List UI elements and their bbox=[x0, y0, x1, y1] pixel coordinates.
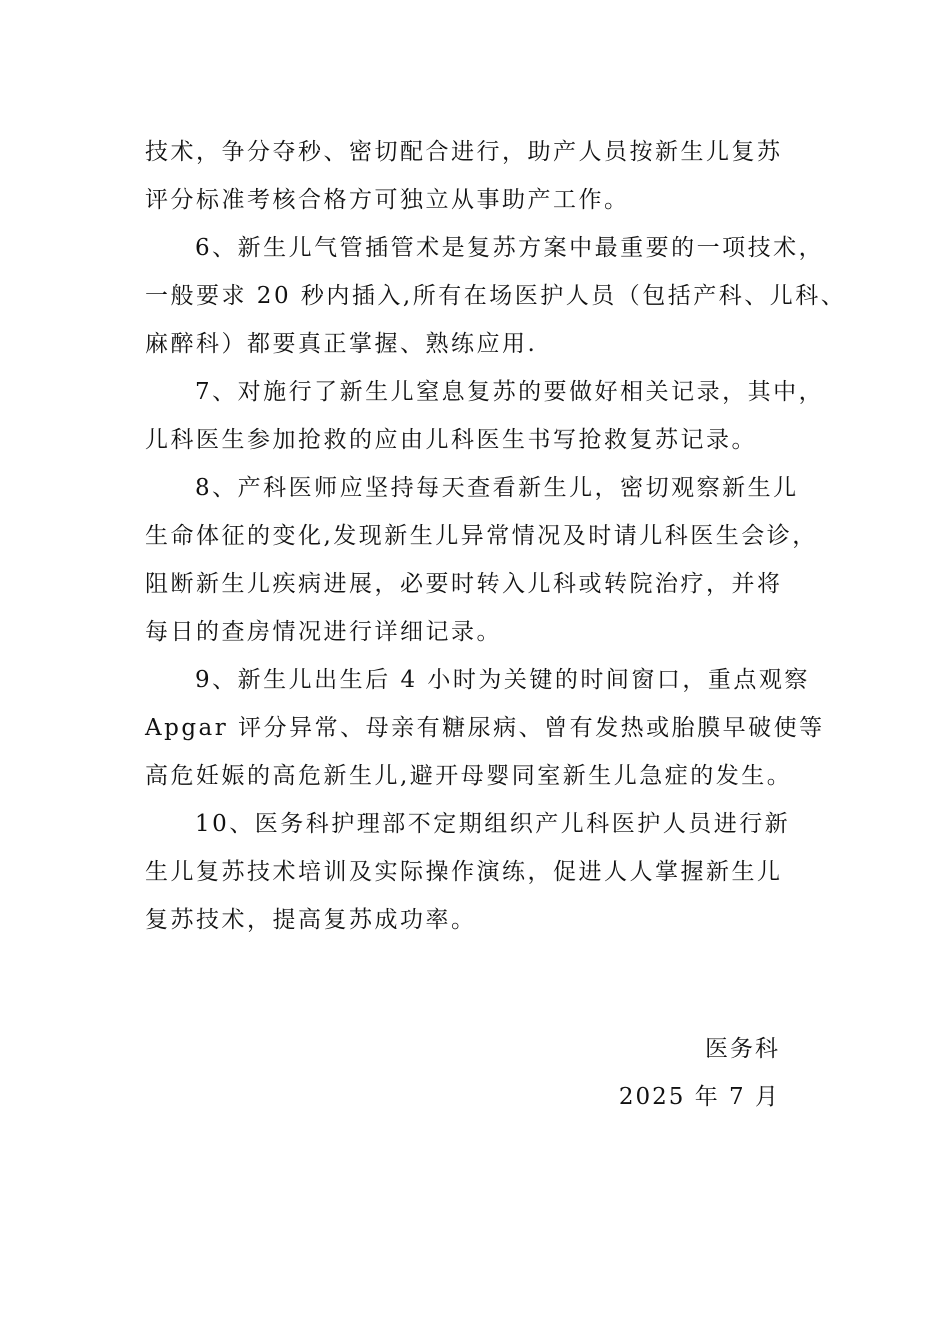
paragraph-9-line: 9、新生儿出生后 4 小时为关键的时间窗口，重点观察 bbox=[195, 667, 810, 693]
signature-date: 2025 年 7 月 bbox=[618, 1084, 780, 1110]
text-line: 阻断新生儿疾病进展，必要时转入儿科或转院治疗，并将 bbox=[145, 571, 783, 597]
text-line: 生儿复苏技术培训及实际操作演练，促进人人掌握新生儿 bbox=[145, 859, 783, 885]
text-line: 每日的查房情况进行详细记录。 bbox=[145, 619, 502, 645]
paragraph-8-line: 8、产科医师应坚持每天查看新生儿，密切观察新生儿 bbox=[195, 475, 799, 501]
text-line: 评分标准考核合格方可独立从事助产工作。 bbox=[145, 187, 630, 213]
text-line: 麻醉科）都要真正掌握、熟练应用. bbox=[145, 331, 538, 357]
document-body bbox=[145, 128, 847, 944]
paragraph-6-line: 6、新生儿气管插管术是复苏方案中最重要的一项技术， bbox=[195, 235, 825, 261]
text-line: 复苏技术，提高复苏成功率。 bbox=[145, 907, 477, 933]
paragraph-10-line: 10、医务科护理部不定期组织产儿科医护人员进行新 bbox=[195, 811, 791, 837]
text-line: 儿科医生参加抢救的应由儿科医生书写抢救复苏记录。 bbox=[145, 427, 757, 453]
text-line: 生命体征的变化,发现新生儿异常情况及时请儿科医生会诊， bbox=[145, 523, 818, 549]
text-line: 技术，争分夺秒、密切配合进行，助产人员按新生儿复苏 bbox=[145, 139, 783, 165]
text-line: Apgar 评分异常、母亲有糖尿病、曾有发热或胎膜早破使等 bbox=[145, 715, 825, 741]
signature-block bbox=[580, 1025, 780, 1121]
text-line: 一般要求 20 秒内插入,所有在场医护人员（包括产科、儿科、 bbox=[145, 283, 847, 309]
paragraph-7-line: 7、对施行了新生儿窒息复苏的要做好相关记录，其中， bbox=[195, 379, 825, 405]
signature-department: 医务科 bbox=[705, 1036, 780, 1062]
text-line: 高危妊娠的高危新生儿,避开母婴同室新生儿急症的发生。 bbox=[145, 763, 793, 789]
